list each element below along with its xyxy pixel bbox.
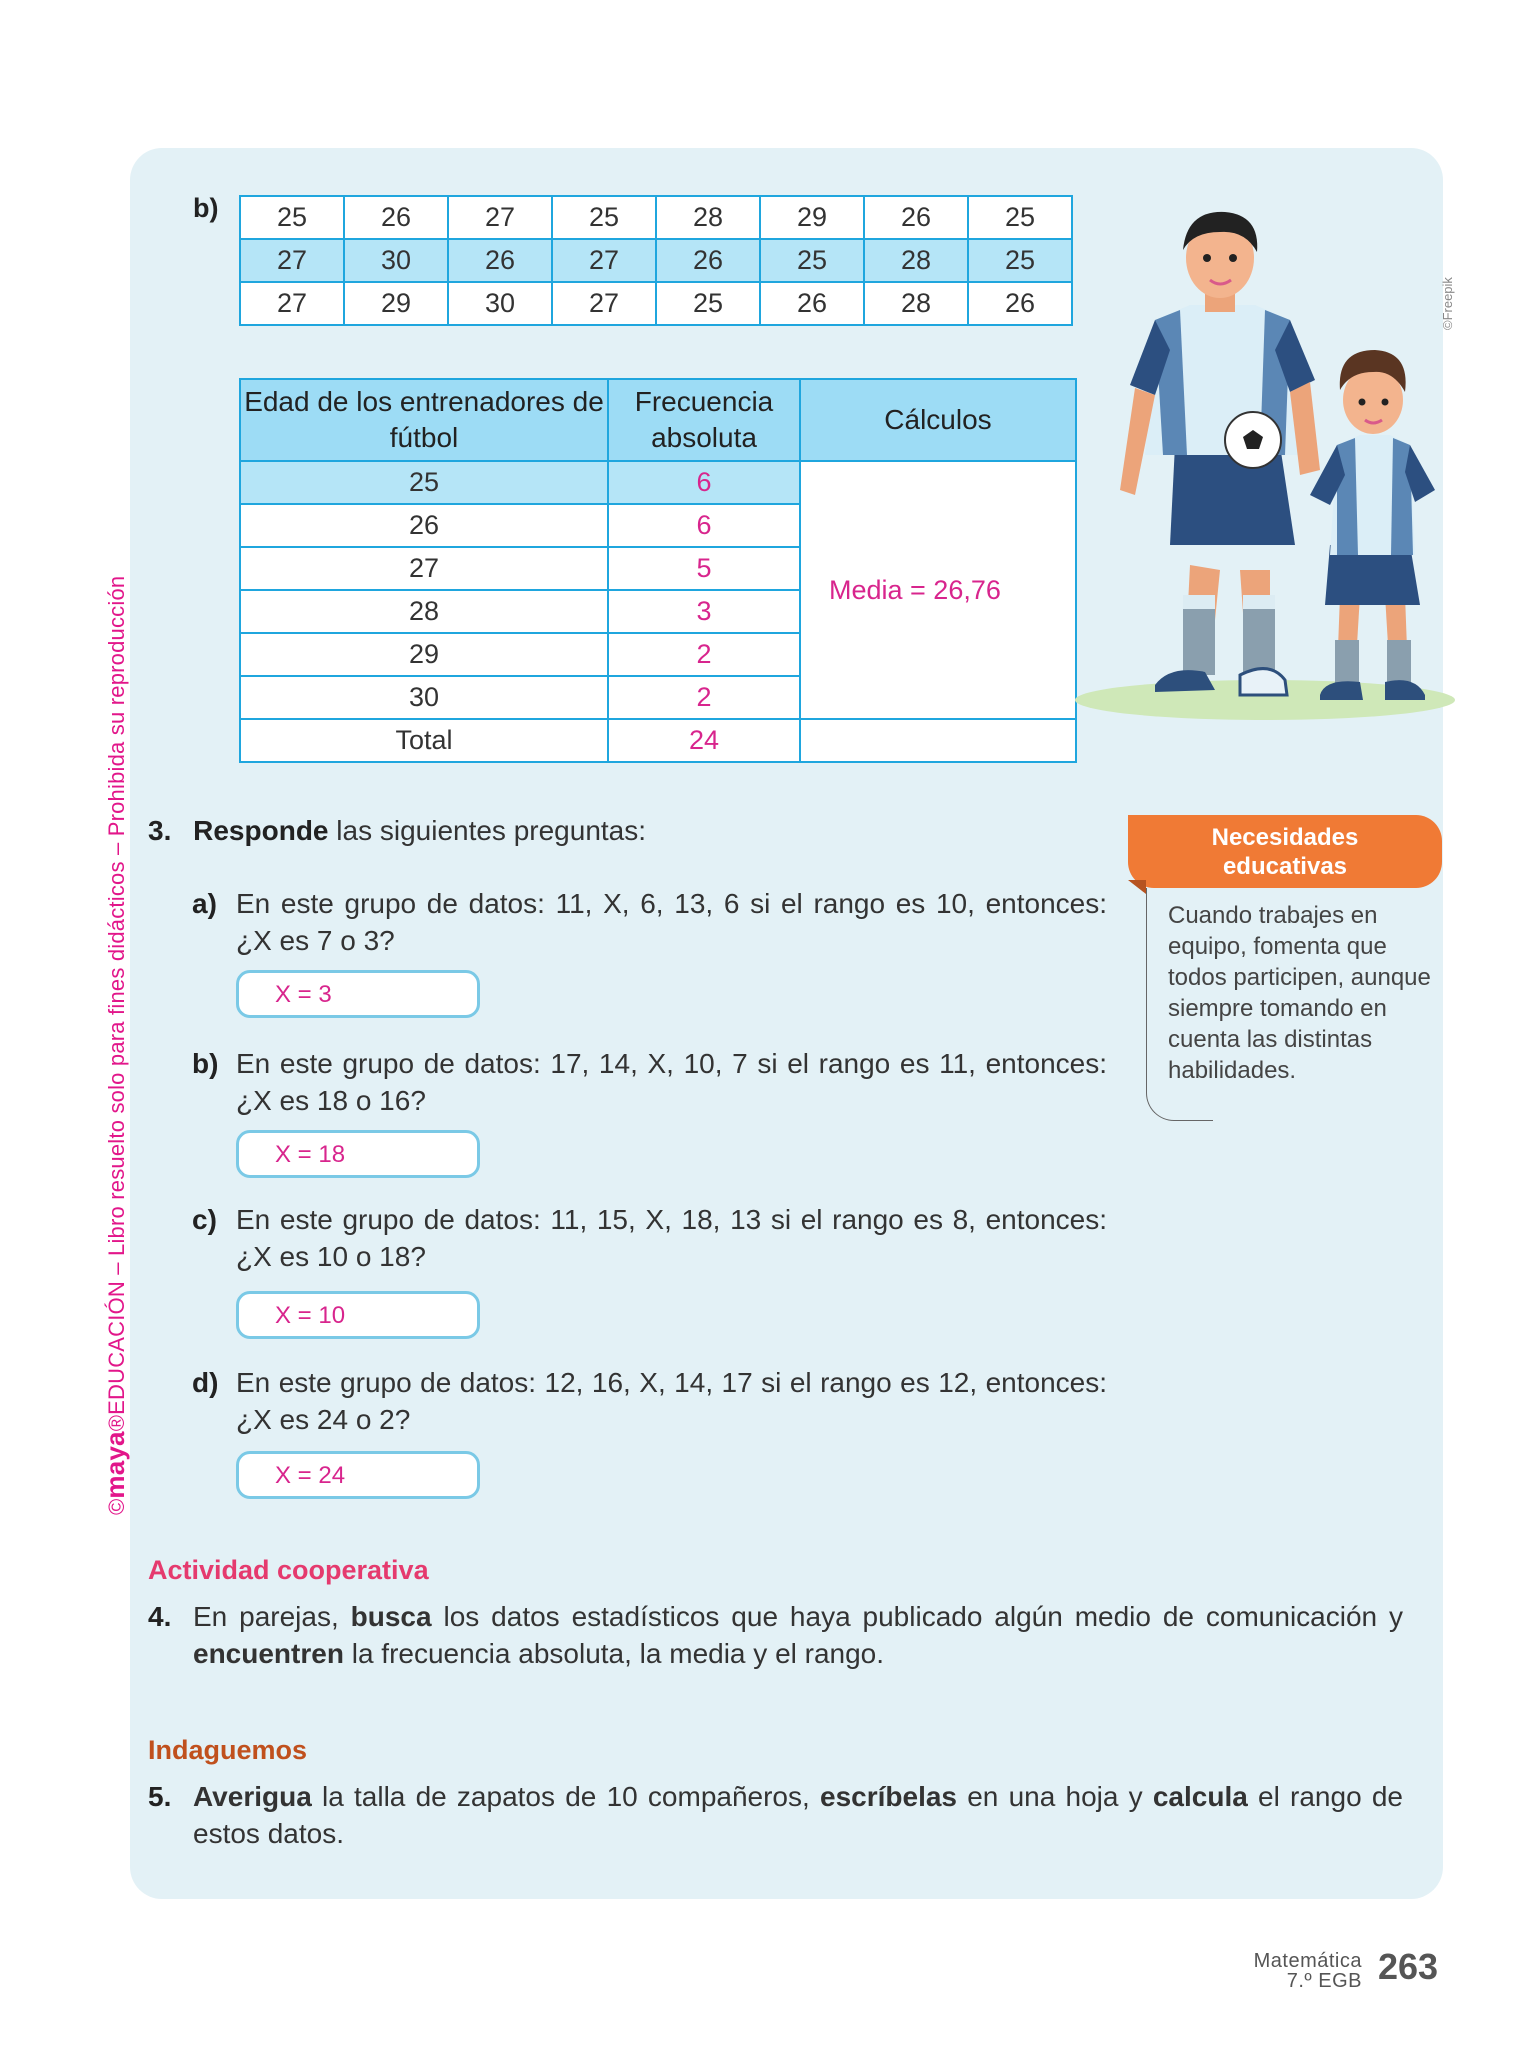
item-letter: a): [192, 888, 217, 919]
frequency-cell[interactable]: 5: [608, 547, 800, 590]
item-letter: c): [192, 1204, 217, 1235]
activity-number: 5.: [148, 1781, 172, 1812]
header-frequency: Frecuencia absoluta: [608, 379, 800, 461]
item-letter: b): [192, 1048, 219, 1079]
question-item-d: [192, 1364, 1107, 1438]
grid-cell: 25: [760, 239, 864, 282]
text-run: la talla de zapatos de 10 compañeros,: [311, 1781, 820, 1812]
text-run: el rango de estos datos.: [193, 1781, 1403, 1849]
adult-player: [1120, 212, 1320, 695]
frequency-cell[interactable]: 6: [608, 461, 800, 504]
footer-subject: [1210, 1951, 1362, 1991]
question-number: 3.: [148, 815, 172, 846]
activity-5: [148, 1778, 1403, 1852]
total-value[interactable]: 24: [608, 719, 800, 762]
question-3-heading: [148, 812, 646, 849]
age-cell: 26: [240, 504, 608, 547]
grid-cell: 29: [344, 282, 448, 325]
activity-number: 4.: [148, 1601, 172, 1632]
page-number: 263: [1378, 1946, 1439, 1987]
tip-title-line1: Necesidades: [1211, 824, 1359, 851]
frequency-table: [239, 378, 1077, 763]
grid-cell: 25: [240, 196, 344, 239]
frequency-row: [240, 461, 1076, 504]
grid-cell: 30: [448, 282, 552, 325]
tip-box-header: [1128, 815, 1442, 888]
tip-box-body: Cuando trabajes en equipo, fomenta que todos participen, aunque siempre tomando en cuenta las distintas habilidades.: [1168, 902, 1431, 1084]
credit-text: EDUCACIÓN – Libro resuelto solo para fines didácticos – Prohibida su reproducción: [104, 575, 129, 1415]
tip-title-line2: educativas: [1222, 853, 1348, 880]
grid-row: [240, 282, 1072, 325]
grid-cell: 27: [552, 239, 656, 282]
age-cell: 28: [240, 590, 608, 633]
side-credit: [100, 576, 131, 1515]
activity-text: [193, 1778, 1403, 1852]
grid-cell: 26: [864, 196, 968, 239]
calculation-cell[interactable]: Media = 26,76: [800, 461, 1076, 719]
item-letter: d): [192, 1367, 219, 1398]
exercise-b-label: b): [193, 193, 219, 223]
item-text: En este grupo de datos: 11, 15, X, 18, 13 si el rango es 8, entonces: ¿X es 10 o 18?: [236, 1204, 1107, 1272]
verb-encuentren: encuentren: [193, 1638, 344, 1669]
verb-averigua: Averigua: [193, 1781, 312, 1812]
answer-field-d[interactable]: X = 24: [236, 1451, 480, 1499]
grade-level: 7.º EGB: [1286, 1970, 1362, 1992]
total-row: [240, 719, 1076, 762]
grid-cell: 26: [344, 196, 448, 239]
total-calculation-cell[interactable]: [800, 719, 1076, 762]
frequency-cell[interactable]: 3: [608, 590, 800, 633]
tip-fold-decoration: [1128, 880, 1146, 894]
grid-cell: 26: [968, 282, 1072, 325]
verb-escribelas: escríbelas: [820, 1781, 957, 1812]
grid-cell: 26: [656, 239, 760, 282]
activity-text: [193, 1598, 1403, 1672]
inquiry-heading: Indaguemos: [148, 1735, 308, 1765]
text-run: los datos estadísticos que haya publicado algún medio de comunicación y: [431, 1601, 1403, 1632]
brand-logo: maya: [100, 1431, 130, 1499]
activity-4: [148, 1598, 1403, 1672]
grid-cell: 28: [864, 282, 968, 325]
grid-cell: 25: [656, 282, 760, 325]
grid-cell: 29: [760, 196, 864, 239]
answer-field-c[interactable]: X = 10: [236, 1291, 480, 1339]
item-text: En este grupo de datos: 17, 14, X, 10, 7 si el rango es 11, entonces: ¿X es 18 o 16?: [236, 1048, 1107, 1116]
grid-cell: 27: [552, 282, 656, 325]
verb-busca: busca: [350, 1601, 432, 1632]
answer-field-a[interactable]: X = 3: [236, 970, 480, 1018]
grid-row: [240, 239, 1072, 282]
registered-symbol: ®: [104, 1414, 129, 1432]
image-credit: ©Freepik: [1440, 277, 1455, 330]
grid-cell: 25: [552, 196, 656, 239]
question-verb: Responde: [193, 815, 329, 846]
age-cell: 25: [240, 461, 608, 504]
item-text: En este grupo de datos: 12, 16, X, 14, 17 si el rango es 12, entonces: ¿X es 24 o 2?: [236, 1367, 1107, 1435]
child-player: [1310, 350, 1435, 700]
soccer-players-illustration: [1075, 210, 1475, 730]
grid-cell: 27: [240, 282, 344, 325]
verb-calcula: calcula: [1152, 1781, 1248, 1812]
text-run: la frecuencia absoluta, la media y el rango.: [343, 1638, 885, 1669]
cooperative-heading: Actividad cooperativa: [148, 1555, 429, 1585]
question-text: las siguientes preguntas:: [328, 815, 647, 846]
grid-cell: 30: [344, 239, 448, 282]
copyright-symbol: ©: [104, 1498, 129, 1515]
age-cell: 29: [240, 633, 608, 676]
header-calculations: Cálculos: [800, 379, 1076, 461]
grid-cell: 26: [448, 239, 552, 282]
question-item-b: [192, 1045, 1107, 1119]
frequency-cell[interactable]: 2: [608, 676, 800, 719]
grid-cell: 25: [968, 196, 1072, 239]
question-item-a: [192, 885, 1107, 959]
grid-row: [240, 196, 1072, 239]
grid-cell: 27: [448, 196, 552, 239]
total-label: Total: [240, 719, 608, 762]
grid-cell: 28: [656, 196, 760, 239]
grid-cell: 26: [760, 282, 864, 325]
text-run: en una hoja y: [957, 1781, 1153, 1812]
answer-field-b[interactable]: X = 18: [236, 1130, 480, 1178]
grid-cell: 28: [864, 239, 968, 282]
age-cell: 30: [240, 676, 608, 719]
question-item-c: [192, 1201, 1107, 1275]
age-cell: 27: [240, 547, 608, 590]
header-age: Edad de los entrenadores de fútbol: [240, 379, 608, 461]
frequency-cell[interactable]: 6: [608, 504, 800, 547]
subject-name: Matemática: [1253, 1950, 1362, 1972]
item-text: En este grupo de datos: 11, X, 6, 13, 6 si el rango es 10, entonces: ¿X es 7 o 3?: [236, 888, 1107, 956]
text-run: En parejas,: [193, 1601, 351, 1632]
frequency-cell[interactable]: 2: [608, 633, 800, 676]
grid-cell: 27: [240, 239, 344, 282]
grid-cell: 25: [968, 239, 1072, 282]
data-grid: [239, 195, 1073, 326]
